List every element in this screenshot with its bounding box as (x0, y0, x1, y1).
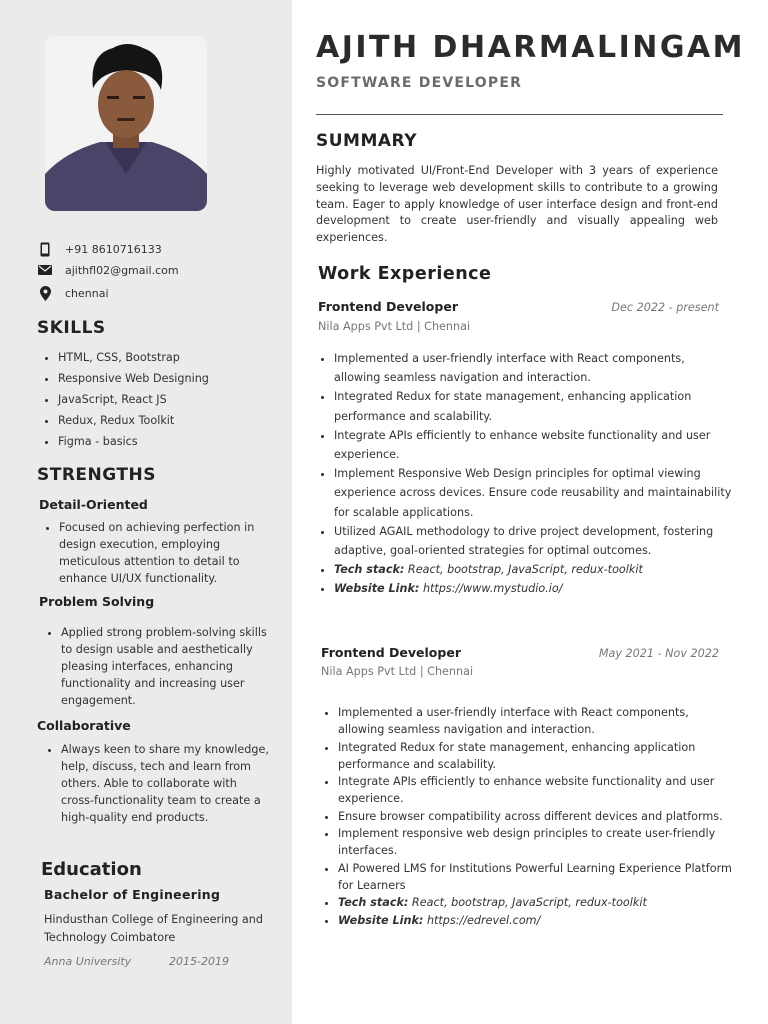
profile-photo (45, 36, 207, 211)
education-heading: Education (41, 859, 142, 880)
location-text: chennai (65, 286, 109, 300)
website-link-item (334, 579, 734, 598)
list-item: • Ensure browser compatibility across different devices and platforms. (338, 808, 738, 825)
contact-email (37, 262, 179, 278)
list-item: • Implement responsive web design principles to create user-friendly interfaces. (338, 825, 738, 860)
contact-phone (37, 241, 162, 257)
list-item: • Integrate APIs efficiently to enhance website functionality and user experience. (338, 773, 738, 808)
website-link-label: Website Link: (338, 913, 424, 927)
phone-number[interactable]: +91 8610716133 (65, 242, 162, 256)
website-link-label: Website Link: (334, 582, 420, 596)
website-link[interactable]: https://edrevel.com/ (423, 913, 541, 927)
strength-title: Collaborative (37, 718, 131, 733)
job-dates: Dec 2022 - present (611, 301, 719, 314)
job-title: Frontend Developer (318, 299, 458, 314)
list-item: • Implement Responsive Web Design principles for optimal viewing experience across devices. Ensure code reusability and maintainability for scalable applications. (334, 464, 734, 522)
tech-stack-value: React, bootstrap, JavaScript, redux-toolkit (404, 563, 643, 577)
resume-role: SOFTWARE DEVELOPER (316, 75, 523, 91)
list-item: • Integrated Redux for state management, enhancing application performance and scalability. (338, 739, 738, 774)
list-item: • Always keen to share my knowledge, help, discuss, tech and learn from others. Able to collaborate with cross-functionality team to create a high-quality end products. (61, 741, 271, 826)
list-item: • Integrate APIs efficiently to enhance website functionality and user experience. (334, 426, 734, 464)
strengths-heading: STRENGTHS (37, 465, 156, 485)
list-item: • Responsive Web Designing (58, 368, 209, 389)
list-item: • Redux, Redux Toolkit (58, 410, 209, 431)
job-company: Nila Apps Pvt Ltd | Chennai (318, 320, 471, 333)
list-item: • Applied strong problem-solving skills to design usable and aesthetically pleasing interfaces, enhancing functionality and increasing user engagement. (61, 624, 271, 709)
strength-list (41, 519, 269, 587)
tech-stack-label: Tech stack: (338, 896, 409, 910)
list-item: • Utilized AGAIL methodology to drive project development, fostering adaptive, goal-oriented strategies for optimal outcomes. (334, 522, 734, 560)
tech-stack-item (334, 560, 734, 579)
website-link-item (338, 912, 738, 929)
strength-list (43, 624, 271, 709)
education-college: Hindusthan College of Engineering and Technology Coimbatore (44, 913, 263, 944)
job-title: Frontend Developer (321, 645, 461, 660)
education-years: 2015-2019 (169, 955, 229, 968)
email-address[interactable]: ajithfl02@gmail.com (65, 263, 179, 277)
tech-stack-item (338, 894, 738, 911)
list-item: • Implemented a user-friendly interface with React components, allowing seamless navigation and interaction. (334, 349, 734, 387)
job-bullets (316, 349, 734, 599)
list-item: • Focused on achieving perfection in design execution, employing meticulous attention to detail to enhance UI/UX functionality. (59, 519, 269, 587)
summary-text: Highly motivated UI/Front-End Developer with 3 years of experience seeking to leverage web development skills to contribute to a growing team. Eager to apply knowledge of user interface design and front-end development to create user-friendly and visually appealing web experiences. (316, 164, 718, 245)
strength-title: Problem Solving (39, 594, 155, 609)
website-link[interactable]: https://www.mystudio.io/ (419, 582, 563, 596)
education-degree: Bachelor of Engineering (44, 887, 221, 902)
location-pin-icon (37, 285, 53, 301)
skills-list (40, 347, 209, 452)
job-dates: May 2021 - Nov 2022 (598, 647, 719, 660)
list-item: • HTML, CSS, Bootstrap (58, 347, 209, 368)
tech-stack-value: React, bootstrap, JavaScript, redux-toolkit (408, 896, 647, 910)
mail-icon (37, 262, 53, 278)
skills-heading: SKILLS (37, 318, 106, 338)
list-item: • Integrated Redux for state management, enhancing application performance and scalability. (334, 387, 734, 425)
phone-icon (37, 241, 53, 257)
strength-title: Detail-Oriented (39, 497, 148, 512)
list-item: • Implemented a user-friendly interface with React components, allowing seamless navigation and interaction. (338, 704, 738, 739)
contact-location (37, 285, 109, 301)
strength-list (43, 741, 271, 826)
resume-name: AJITH DHARMALINGAM (316, 30, 746, 65)
job-bullets (320, 704, 738, 929)
list-item: • AI Powered LMS for Institutions Powerful Learning Experience Platform for Learners (338, 860, 738, 895)
list-item: • JavaScript, React JS (58, 389, 209, 410)
tech-stack-label: Tech stack: (334, 563, 405, 577)
work-heading: Work Experience (318, 264, 492, 284)
summary-heading: SUMMARY (316, 131, 418, 151)
header-divider (316, 114, 723, 115)
education-university: Anna University (44, 955, 132, 968)
job-company: Nila Apps Pvt Ltd | Chennai (321, 665, 474, 678)
list-item: • Figma - basics (58, 431, 209, 452)
